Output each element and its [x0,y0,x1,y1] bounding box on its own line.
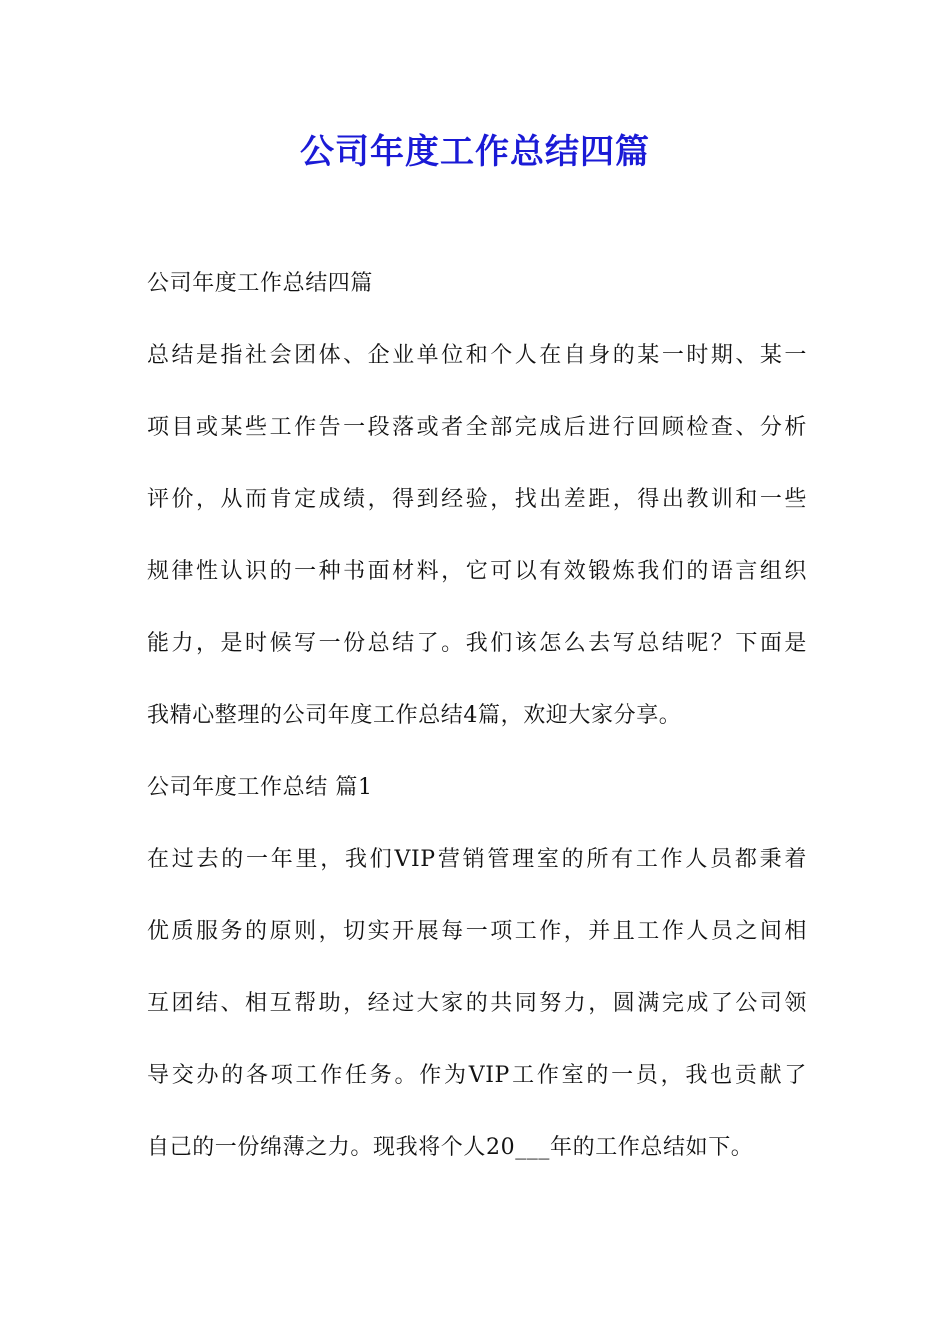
paragraph-line: 在过去的一年里，我们VIP营销管理室的所有工作人员都秉着 [147,847,807,872]
paragraph-line: 规律性认识的一种书面材料，它可以有效锻炼我们的语言组织 [147,559,807,584]
paragraph-line: 能力，是时候写一份总结了。我们该怎么去写总结呢？下面是 [147,631,807,656]
paragraph-line: 互团结、相互帮助，经过大家的共同努力，圆满完成了公司领 [147,991,807,1016]
paragraph-line: 我精心整理的公司年度工作总结4篇，欢迎大家分享。 [147,703,682,728]
paragraph-line: 自己的一份绵薄之力。现我将个人20___年的工作总结如下。 [147,1135,754,1160]
paragraph-line: 导交办的各项工作任务。作为VIP工作室的一员，我也贡献了 [147,1063,807,1088]
paragraph-line: 评价，从而肯定成绩，得到经验，找出差距，得出教训和一些 [147,487,807,512]
document-title: 公司年度工作总结四篇 [300,132,650,172]
paragraph-line: 总结是指社会团体、企业单位和个人在自身的某一时期、某一 [147,343,807,368]
section-heading: 公司年度工作总结四篇 [147,271,374,296]
document-body [147,262,807,1198]
paragraph-line: 优质服务的原则，切实开展每一项工作，并且工作人员之间相 [147,919,807,944]
section-heading: 公司年度工作总结 篇1 [147,775,373,800]
paragraph-line: 项目或某些工作告一段落或者全部完成后进行回顾检查、分析 [147,415,807,440]
